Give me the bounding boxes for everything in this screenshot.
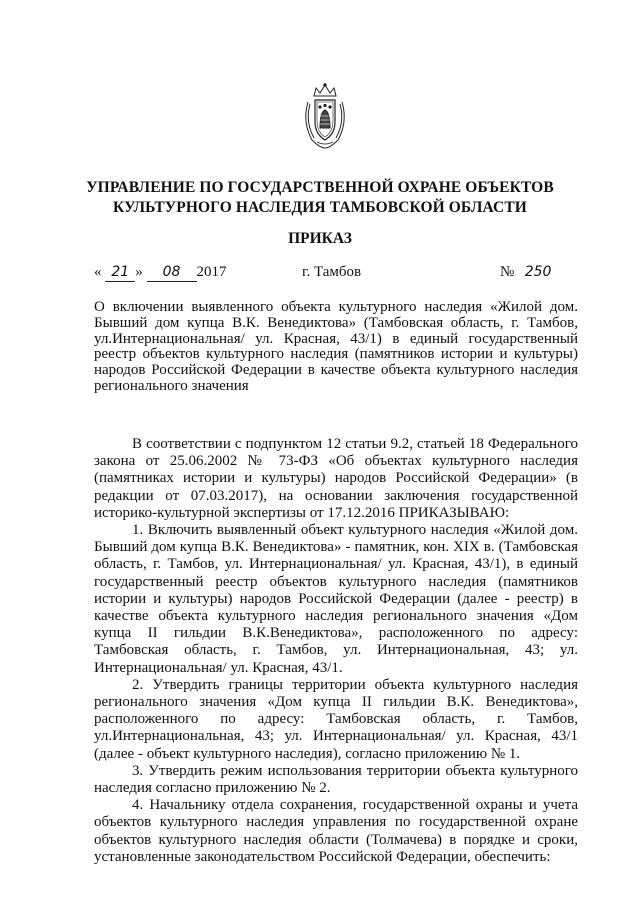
- body-item-1: 1. Включить выявленный объект культурного наследия «Жилой дом. Бывший дом купца В.К. Венедиктова» - памятник, кон. XIX в. (Тамбовская область, г. Тамбов, ул. Интернациональная/ ул. Красная, 43/1), в единый государственный реестр объектов культурного наследия (памятников истории и культуры) народов Российской Федерации (далее - реестр) в качестве объекта культурного наследия регионального значения «Дом купца II гильдии В.К.Венедиктова», расположенного по адресу: Тамбовская область, г. Тамбов, ул. Интернациональная, 43; ул. Интернациональная/ ул. Красная, 43/1.: [94, 522, 578, 676]
- organization-name-line-2: КУЛЬТУРНОГО НАСЛЕДИЯ ТАМБОВСКОЙ ОБЛАСТИ: [113, 199, 527, 216]
- number-value: 250: [524, 264, 552, 280]
- body-item-2: 2. Утвердить границы территории объекта культурного наследия регионального значения «Дом купца II гильдии В.К. Венедиктова», расположенного по адресу: Тамбовская область, г. Тамбов, ул.Интернациональная, 43; ул. Интернациональная/ ул. Красная, 43/1 (далее - объект культурного наследия), согласно приложению № 1.: [94, 676, 578, 762]
- date-line: [94, 264, 574, 286]
- date-year: 2017: [196, 264, 227, 280]
- date-day: 21: [105, 264, 135, 282]
- document-subject: О включении выявленного объекта культурного наследия «Жилой дом. Бывший дом купца В.К. Венедиктова» (Тамбовская область, г. Тамбов, ул.Интернациональная/ ул. Красная, 43/1) в единый государственный реестр объектов культурного наследия (памятников истории и культуры) народов Российской Федерации в качестве объекта культурного наследия регионального значения: [94, 299, 578, 394]
- organization-name: [60, 178, 580, 218]
- document-date: [94, 264, 227, 282]
- body-preamble: В соответствии с подпунктом 12 статьи 9.2, статьей 18 Федерального закона от 25.06.2002 № 73-ФЗ «Об объектах культурного наследия (памятниках истории и культуры) народов Российской Федерации» (в редакции от 07.03.2017), на основании заключения государственной историко-культурной экспертизы от 17.12.2016 ПРИКАЗЫВАЮ:: [94, 436, 578, 521]
- coat-of-arms-emblem: [300, 82, 350, 152]
- date-month: 08: [147, 264, 197, 282]
- document-number: [500, 264, 558, 281]
- body-item-3: 3. Утвердить режим использования территории объекта культурного наследия согласно приложению № 2.: [94, 762, 578, 797]
- date-close-quote: »: [135, 264, 143, 280]
- document-type: ПРИКАЗ: [288, 230, 352, 247]
- date-open-quote: «: [94, 264, 102, 280]
- organization-name-line-1: УПРАВЛЕНИЕ ПО ГОСУДАРСТВЕННОЙ ОХРАНЕ ОБЪЕКТОВ: [86, 179, 554, 196]
- body-item-4: 4. Начальнику отдела сохранения, государственной охраны и учета объектов культурного наследия управления по государственной охране объектов культурного наследия области (Толмачева) в порядке и сроки, установленные законодательством Российской Федерации, обеспечить:: [94, 797, 578, 865]
- number-sign: №: [500, 264, 515, 280]
- document-city: г. Тамбов: [302, 264, 362, 280]
- document-body: [94, 436, 578, 866]
